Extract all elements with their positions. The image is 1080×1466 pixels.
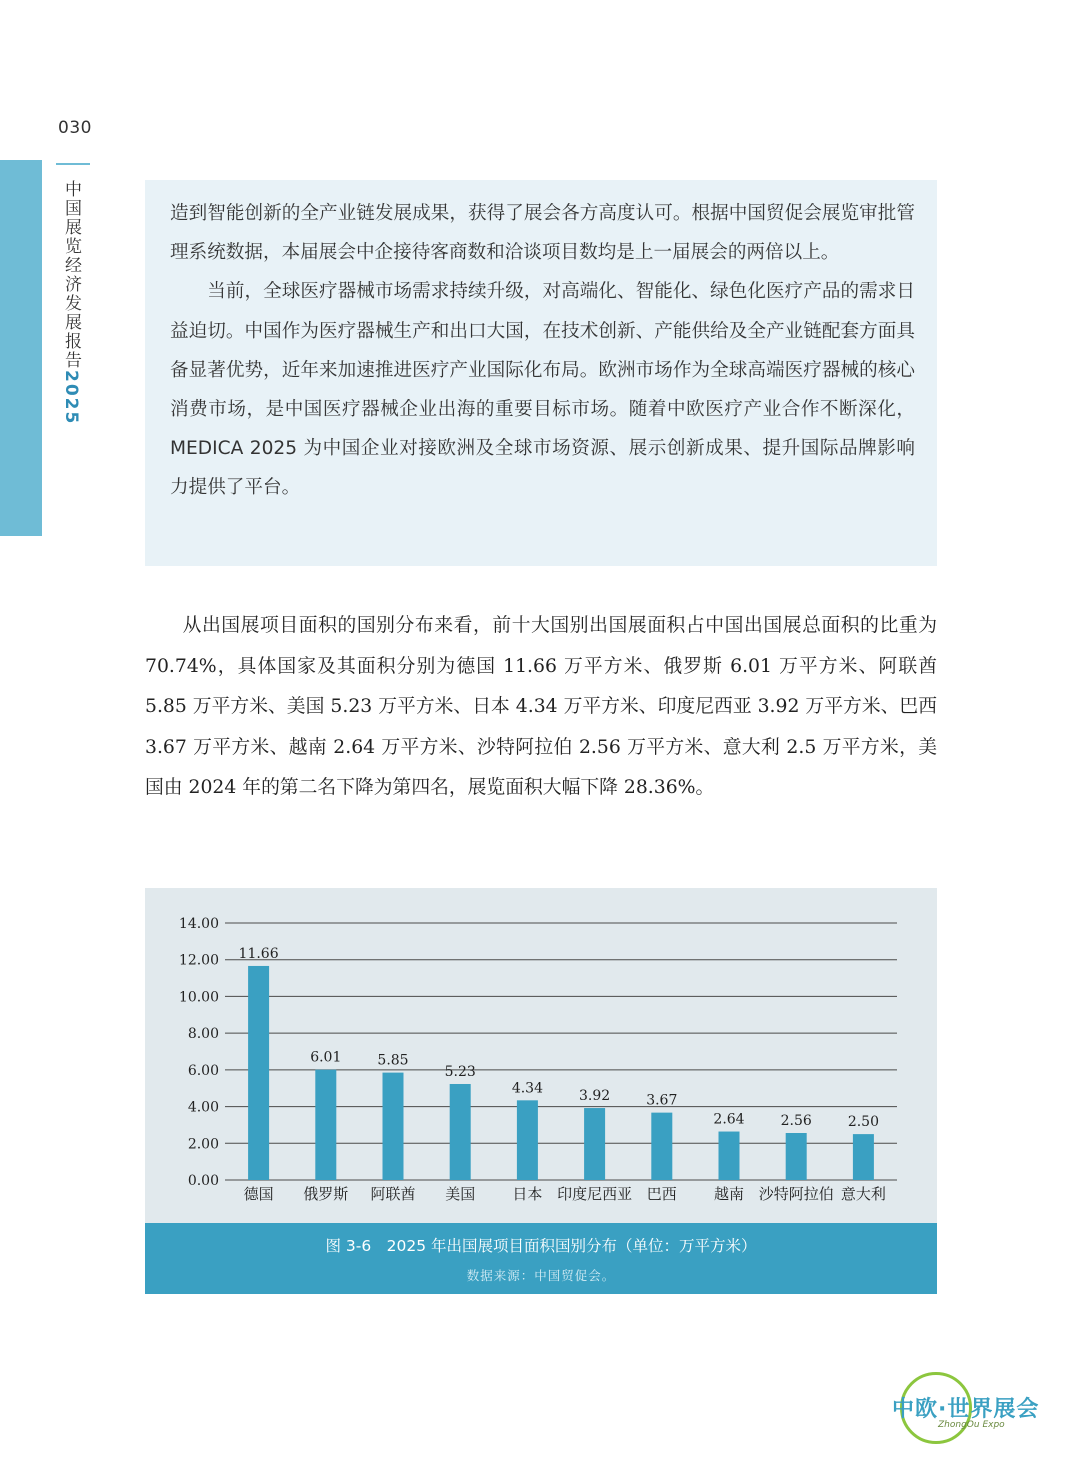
logo-subtext: ZhongOu Expo <box>938 1420 1005 1430</box>
x-category-label: 印度尼西亚 <box>557 1185 633 1203</box>
bar <box>315 1070 336 1180</box>
bar-value-label: 4.34 <box>511 1080 543 1097</box>
side-color-bar <box>0 160 42 536</box>
x-category-label: 日本 <box>512 1185 543 1203</box>
bar <box>383 1073 404 1180</box>
bar-chart <box>145 888 937 1223</box>
y-tick-label: 6.00 <box>187 1062 219 1079</box>
bar <box>450 1084 471 1180</box>
x-category-label: 美国 <box>445 1185 476 1203</box>
bar-value-label: 3.92 <box>579 1088 611 1105</box>
x-category-label: 沙特阿拉伯 <box>758 1185 834 1203</box>
caption-source: 数据来源：中国贸促会。 <box>466 1268 616 1283</box>
logo-text: 中欧·世界展会 <box>892 1397 1040 1422</box>
bar <box>248 966 269 1180</box>
x-category-label: 越南 <box>713 1185 745 1203</box>
body-paragraph: 从出国展项目面积的国别分布来看，前十大国别出国展面积占中国出国展总面积的比重为 70.74%，具体国家及其面积分别为德国 11.66 万平方米、俄罗斯 6.01 万平方米、阿联酋 5.85 万平方米、美国 5.23 万平方米、日本 4.34 万平方米、印度尼西亚 3.92 万平方米、巴西 3.67 万平方米、越南 2.64 万平方米、沙特阿拉伯 2.56 万平方米、意大利 2.5 万平方米，美国由 2024 年的第二名下降为第四名，展览面积大幅下降 28.36%。 <box>145 615 937 798</box>
bar <box>786 1133 807 1180</box>
bar <box>584 1108 605 1180</box>
box-paragraph-1: 造到智能创新的全产业链发展成果，获得了展会各方高度认可。根据中国贸促会展览审批管理系统数据，本届展会中企接待客商数和洽谈项目数均是上一届展会的两倍以上。 <box>170 203 915 264</box>
bar <box>651 1113 672 1180</box>
running-title-year: 2025 <box>61 370 81 426</box>
x-category-label: 德国 <box>243 1185 274 1203</box>
running-title <box>62 180 79 425</box>
x-category-label: 意大利 <box>840 1185 886 1203</box>
bar <box>853 1134 874 1180</box>
y-tick-label: 2.00 <box>187 1136 219 1153</box>
x-category-label: 俄罗斯 <box>303 1185 349 1203</box>
side-divider <box>56 163 90 165</box>
expo-logo <box>888 1370 1058 1450</box>
body-text <box>145 606 937 809</box>
x-category-label: 阿联酋 <box>370 1185 416 1203</box>
bar-value-label: 11.66 <box>238 945 279 962</box>
bar-value-label: 5.23 <box>444 1063 476 1080</box>
box-paragraph-2: 当前，全球医疗器械市场需求持续升级，对高端化、智能化、绿色化医疗产品的需求日益迫切。中国作为医疗器械生产和出口大国，在技术创新、产能供给及全产业链配套方面具备显著优势，近年来加速推进医疗产业国际化布局。欧洲市场作为全球高端医疗器械的核心消费市场，是中国医疗器械企业出海的重要目标市场。随着中欧医疗产业合作不断深化，MEDICA 2025 为中国企业对接欧洲及全球市场资源、展示创新成果、提升国际品牌影响力提供了平台。 <box>170 281 915 499</box>
bar-value-label: 6.01 <box>310 1049 342 1066</box>
y-tick-label: 10.00 <box>178 989 219 1006</box>
bar <box>517 1100 538 1180</box>
bar <box>719 1132 740 1180</box>
caption-title: 图 3-6 2025 年出国展项目面积国别分布（单位：万平方米） <box>325 1237 757 1255</box>
bar-value-label: 5.85 <box>377 1052 409 1069</box>
bar-value-label: 2.50 <box>847 1114 879 1131</box>
y-tick-label: 4.00 <box>187 1099 219 1116</box>
y-tick-label: 14.00 <box>178 916 219 932</box>
y-tick-label: 12.00 <box>178 952 219 969</box>
figure-caption <box>145 1223 937 1294</box>
page-number: 030 <box>58 118 92 138</box>
bar-value-label: 2.56 <box>780 1113 812 1130</box>
x-category-label: 巴西 <box>646 1185 677 1203</box>
running-title-text: 中国展览经济发展报告 <box>61 180 81 370</box>
y-tick-label: 0.00 <box>187 1173 219 1189</box>
bar-value-label: 3.67 <box>646 1092 678 1109</box>
highlight-box <box>145 180 937 566</box>
bar-value-label: 2.64 <box>713 1111 745 1128</box>
bar-chart-figure <box>145 888 937 1294</box>
y-tick-label: 8.00 <box>187 1026 219 1043</box>
